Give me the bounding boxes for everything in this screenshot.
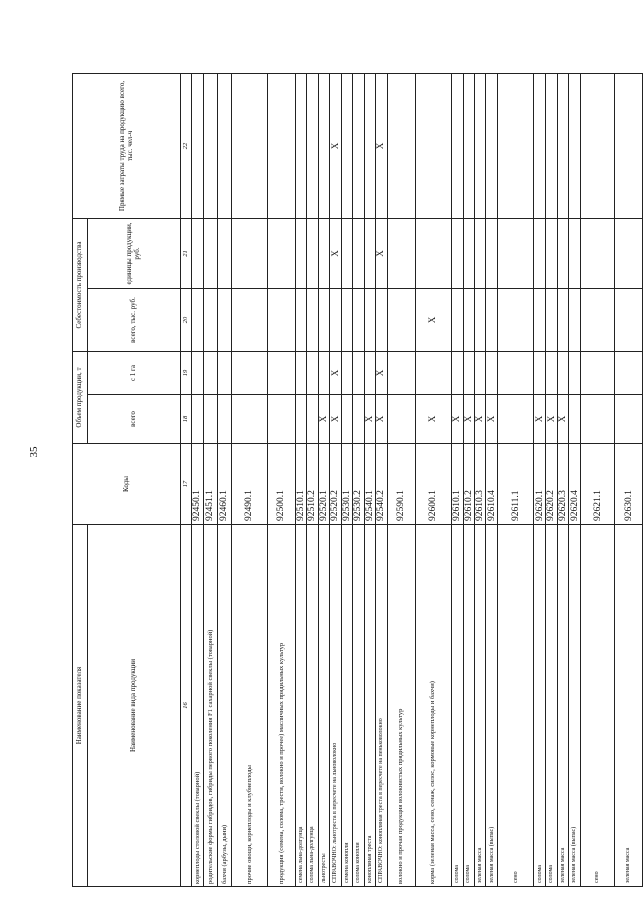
row-cell	[218, 289, 232, 352]
table-row	[486, 73, 498, 886]
row-cell	[218, 352, 232, 395]
column-index: 22	[181, 73, 192, 218]
table-row	[330, 73, 341, 886]
row-cell	[232, 352, 268, 395]
row-cell	[387, 289, 415, 352]
cell-mark: X	[375, 415, 386, 423]
row-cell	[569, 73, 581, 218]
row-cell	[451, 73, 463, 218]
row-cell	[307, 352, 318, 395]
cell-mark: X	[329, 250, 340, 257]
row-name: зеленая масса (выпас)	[569, 525, 581, 887]
row-code: 92610.1	[451, 444, 463, 525]
row-cell	[341, 352, 352, 395]
row-cell	[376, 352, 387, 395]
row-cell	[569, 395, 581, 444]
row-cell	[376, 289, 387, 352]
row-cell	[364, 395, 375, 444]
row-name: зеленая масса	[615, 525, 643, 887]
row-cell	[268, 352, 296, 395]
row-cell	[307, 289, 318, 352]
table-row	[341, 73, 352, 886]
row-cell	[498, 289, 534, 352]
row-cell	[569, 218, 581, 288]
row-code: 92530.1	[341, 444, 352, 525]
row-code: 92620.4	[569, 444, 581, 525]
row-cell	[451, 395, 463, 444]
row-cell	[341, 218, 352, 288]
row-cell	[486, 218, 498, 288]
cell-mark: X	[329, 369, 340, 377]
row-cell	[415, 395, 451, 444]
row-name: СПРАВОЧНО: льнотреста в пересчете на льноволокно	[330, 525, 341, 887]
row-cell	[204, 352, 218, 395]
row-cell	[546, 73, 557, 218]
column-index: 20	[181, 289, 192, 352]
row-cell	[486, 352, 498, 395]
row-code: 92500.1	[268, 444, 296, 525]
row-cell	[307, 218, 318, 288]
row-cell	[296, 395, 307, 444]
row-cell	[192, 289, 204, 352]
row-cell	[615, 73, 643, 218]
row-cell	[268, 395, 296, 444]
row-cell	[546, 218, 557, 288]
row-cell	[534, 289, 546, 352]
row-cell	[546, 352, 557, 395]
row-cell	[341, 73, 352, 218]
cell-mark: X	[451, 415, 462, 423]
row-code: 92620.3	[557, 444, 568, 525]
row-cell	[451, 289, 463, 352]
row-cell	[463, 218, 474, 288]
row-cell	[474, 352, 485, 395]
row-name: солома	[451, 525, 463, 887]
row-cell	[204, 73, 218, 218]
page-number: 35	[28, 446, 40, 458]
row-cell	[415, 218, 451, 288]
row-cell	[296, 352, 307, 395]
row-cell	[486, 73, 498, 218]
row-code: 92610.2	[463, 444, 474, 525]
row-code: 92600.1	[415, 444, 451, 525]
column-index: 18	[181, 395, 192, 444]
row-cell	[415, 352, 451, 395]
row-code: 92620.1	[534, 444, 546, 525]
cell-mark: X	[427, 415, 438, 423]
row-cell	[268, 218, 296, 288]
row-cell	[498, 218, 534, 288]
row-code: 92451.1	[204, 444, 218, 525]
table-row	[192, 73, 204, 886]
row-cell	[546, 289, 557, 352]
row-name: солома	[534, 525, 546, 887]
row-cell	[318, 352, 329, 395]
row-code: 92460.1	[218, 444, 232, 525]
table-row	[364, 73, 375, 886]
row-cell	[581, 289, 615, 352]
row-cell	[569, 289, 581, 352]
row-code: 92611.1	[498, 444, 534, 525]
row-cell	[534, 73, 546, 218]
row-cell	[204, 395, 218, 444]
row-cell	[376, 395, 387, 444]
cell-mark: X	[329, 415, 340, 423]
row-cell	[232, 395, 268, 444]
row-name: конопляная треста	[364, 525, 375, 887]
table-row	[546, 73, 557, 886]
row-cell	[307, 73, 318, 218]
row-code: 92530.2	[353, 444, 364, 525]
row-name: продукция (семена, солома, трести, волокно и прочее) масличных прядильных культур	[268, 525, 296, 887]
row-cell	[463, 289, 474, 352]
cell-mark: X	[375, 369, 386, 377]
table-row	[557, 73, 568, 886]
cell-mark: X	[318, 415, 329, 423]
row-cell	[192, 352, 204, 395]
row-cell	[387, 352, 415, 395]
row-name: солома льна-долгунца	[307, 525, 318, 887]
table-row	[474, 73, 485, 886]
row-code: 92540.1	[364, 444, 375, 525]
row-code: 92520.1	[318, 444, 329, 525]
row-code: 92490.1	[232, 444, 268, 525]
table-row	[307, 73, 318, 886]
row-cell	[341, 289, 352, 352]
row-cell	[318, 395, 329, 444]
row-code: 92610.3	[474, 444, 485, 525]
row-cell	[268, 73, 296, 218]
row-name: зеленая масса (выпас)	[486, 525, 498, 887]
row-code: 92540.2	[376, 444, 387, 525]
cost-unit-header: единицы продукции, руб.	[88, 218, 181, 288]
cell-mark: X	[557, 415, 568, 423]
row-cell	[615, 395, 643, 444]
row-name: семена конопли	[341, 525, 352, 887]
row-cell	[330, 289, 341, 352]
row-cell	[569, 352, 581, 395]
row-cell	[474, 289, 485, 352]
row-cell	[557, 73, 568, 218]
row-cell	[581, 73, 615, 218]
row-cell	[546, 395, 557, 444]
row-cell	[387, 218, 415, 288]
row-cell	[318, 218, 329, 288]
row-cell	[330, 73, 341, 218]
production-table	[72, 73, 643, 887]
row-cell	[376, 218, 387, 288]
row-cell	[192, 73, 204, 218]
table-row	[204, 73, 218, 886]
table-row	[451, 73, 463, 886]
row-name: зеленая масса	[474, 525, 485, 887]
row-cell	[296, 73, 307, 218]
row-cell	[296, 218, 307, 288]
row-cell	[415, 73, 451, 218]
row-cell	[268, 289, 296, 352]
cost-price-header: Себестоимость производства	[73, 218, 88, 351]
row-cell	[218, 73, 232, 218]
row-cell	[615, 218, 643, 288]
row-cell	[353, 73, 364, 218]
row-cell	[486, 395, 498, 444]
row-code: 92510.2	[307, 444, 318, 525]
table-row	[498, 73, 534, 886]
row-cell	[498, 395, 534, 444]
column-index: 16	[181, 525, 192, 887]
row-cell	[376, 73, 387, 218]
row-code: 92630.1	[615, 444, 643, 525]
row-cell	[581, 352, 615, 395]
table-row	[569, 73, 581, 886]
row-cell	[204, 218, 218, 288]
table-row	[534, 73, 546, 886]
cell-mark: X	[375, 250, 386, 257]
column-index: 21	[181, 218, 192, 288]
volume-per-ha-header: с 1 га	[88, 352, 181, 395]
row-name: солома конопли	[353, 525, 364, 887]
row-name: семена льна-долгунца	[296, 525, 307, 887]
column-index-row	[181, 73, 192, 886]
row-cell	[474, 218, 485, 288]
row-cell	[463, 352, 474, 395]
row-code: 92590.1	[387, 444, 415, 525]
row-cell	[415, 289, 451, 352]
cell-mark: X	[363, 415, 374, 423]
row-code: 92620.2	[546, 444, 557, 525]
volume-total-header: всего	[88, 395, 181, 444]
row-name: корма (зеленая масса, сено, сенаж, силос, кормовые корнеплоды и бахчи)	[415, 525, 451, 887]
labor-header: Прямые затраты труда на продукцию всего, тыс. чел-ч	[73, 73, 181, 218]
row-cell	[581, 218, 615, 288]
row-cell	[330, 218, 341, 288]
table-row	[218, 73, 232, 886]
cell-mark: X	[375, 142, 386, 150]
row-cell	[364, 289, 375, 352]
row-cell	[615, 289, 643, 352]
table-row	[318, 73, 329, 886]
row-cell	[353, 395, 364, 444]
row-code: 92610.4	[486, 444, 498, 525]
cell-mark: X	[533, 415, 544, 423]
row-code: 92520.2	[330, 444, 341, 525]
table-row	[615, 73, 643, 886]
row-cell	[581, 395, 615, 444]
table-row	[353, 73, 364, 886]
row-cell	[364, 218, 375, 288]
row-cell	[232, 73, 268, 218]
row-cell	[204, 289, 218, 352]
row-name: солома	[546, 525, 557, 887]
row-cell	[557, 289, 568, 352]
row-cell	[318, 289, 329, 352]
rotated-sheet	[72, 74, 634, 887]
row-cell	[232, 218, 268, 288]
row-cell	[463, 395, 474, 444]
row-cell	[557, 352, 568, 395]
row-cell	[534, 218, 546, 288]
row-cell	[451, 218, 463, 288]
row-name: зеленая масса	[557, 525, 568, 887]
production-volume-header: Объем продукции, т	[73, 352, 88, 444]
row-cell	[534, 352, 546, 395]
row-cell	[387, 395, 415, 444]
row-cell	[557, 218, 568, 288]
rotated-table-wrapper	[72, 74, 634, 887]
row-name: сено	[498, 525, 534, 887]
table-row	[232, 73, 268, 886]
row-cell	[353, 218, 364, 288]
row-cell	[330, 395, 341, 444]
table-row	[463, 73, 474, 886]
column-index: 19	[181, 352, 192, 395]
row-cell	[318, 73, 329, 218]
row-name: прочие овощи, корнеплоды и клубнеплоды	[232, 525, 268, 887]
row-name: солома	[463, 525, 474, 887]
product-type-header: Наименование вида продукции	[88, 525, 181, 887]
row-cell	[615, 352, 643, 395]
row-cell	[341, 395, 352, 444]
row-cell	[296, 289, 307, 352]
row-cell	[232, 289, 268, 352]
row-code: 92621.1	[581, 444, 615, 525]
cell-mark: X	[485, 415, 496, 423]
row-cell	[486, 289, 498, 352]
row-cell	[218, 395, 232, 444]
row-cell	[498, 352, 534, 395]
row-cell	[534, 395, 546, 444]
row-code: 92510.1	[296, 444, 307, 525]
row-name: СПРАВОЧНО: конопляная треста в пересчете на пеньковолокно	[376, 525, 387, 887]
row-cell	[498, 73, 534, 218]
row-cell	[451, 352, 463, 395]
table-row	[415, 73, 451, 886]
table-row	[268, 73, 296, 886]
row-cell	[463, 73, 474, 218]
cost-total-header: всего, тыс. руб.	[88, 289, 181, 352]
column-index: 17	[181, 444, 192, 525]
table-row	[376, 73, 387, 886]
cell-mark: X	[545, 415, 556, 423]
row-cell	[192, 218, 204, 288]
row-cell	[353, 289, 364, 352]
row-name: волокно и прочая продукция волокнистых прядильных культур	[387, 525, 415, 887]
cell-mark: X	[462, 415, 473, 423]
row-cell	[474, 73, 485, 218]
codes-header: Коды	[73, 444, 181, 525]
row-cell	[474, 395, 485, 444]
row-cell	[364, 73, 375, 218]
table-row	[581, 73, 615, 886]
cell-mark: X	[427, 316, 438, 324]
cell-mark: X	[474, 415, 485, 423]
row-cell	[330, 352, 341, 395]
row-name: льнотресты	[318, 525, 329, 887]
row-name: родительские формы гибридов, гибриды первого поколения F1 сахарной свеклы (товарной)	[204, 525, 218, 887]
row-cell	[557, 395, 568, 444]
row-cell	[307, 395, 318, 444]
row-cell	[364, 352, 375, 395]
row-cell	[192, 395, 204, 444]
indicator-name-header: Наименование показателя	[73, 525, 88, 887]
row-code: 92450.1	[192, 444, 204, 525]
table-row	[387, 73, 415, 886]
row-name: корнеплоды столовой свеклы (товарной)	[192, 525, 204, 887]
table-row	[296, 73, 307, 886]
cell-mark: X	[329, 142, 340, 150]
row-name: бахчи (арбузы, дыни)	[218, 525, 232, 887]
table-body	[192, 73, 643, 886]
row-cell	[218, 218, 232, 288]
row-cell	[387, 73, 415, 218]
row-name: сено	[581, 525, 615, 887]
row-cell	[353, 352, 364, 395]
